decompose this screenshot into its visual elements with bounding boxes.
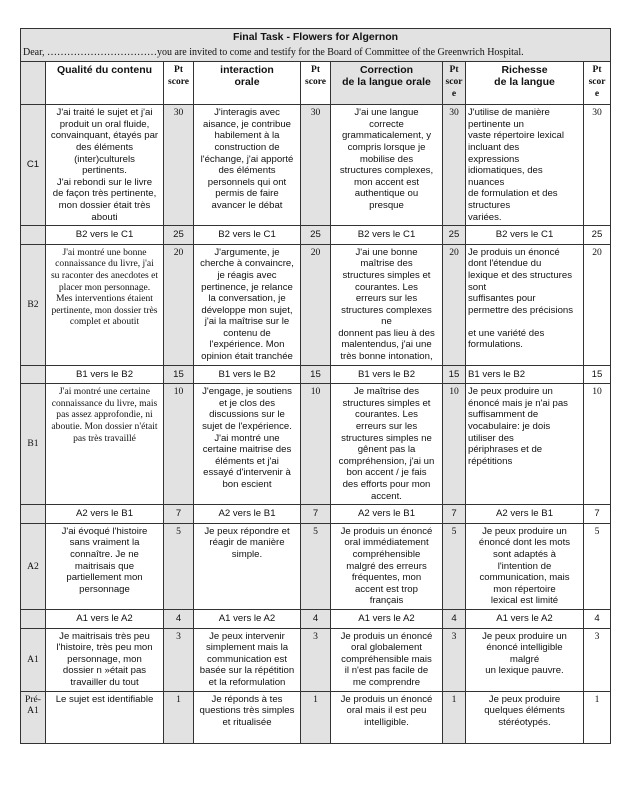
richesse-score: 30 xyxy=(584,105,611,226)
transition-label: B2 vers le C1 xyxy=(466,226,584,245)
transition-score: 25 xyxy=(164,226,194,245)
header-pt-score: Pt scor e xyxy=(584,62,611,105)
document-title: Final Task - Flowers for Algernon xyxy=(21,29,611,46)
richesse-descriptor: Je peux produire un énoncé dont les mots sont adaptés à l'intention de communication, mais mon répertoire lexical est limité xyxy=(466,523,584,609)
header-correction: Correction de la langue orale xyxy=(331,62,443,105)
header-pt-score: Pt score xyxy=(301,62,331,105)
transition-label: A1 vers le A2 xyxy=(194,609,301,628)
transition-row xyxy=(21,365,611,384)
transition-label: A1 vers le A2 xyxy=(466,609,584,628)
transition-label: B1 vers le B2 xyxy=(194,365,301,384)
transition-score: 7 xyxy=(164,505,194,524)
transition-label: B1 vers le B2 xyxy=(466,365,584,384)
transition-label: B1 vers le B2 xyxy=(46,365,164,384)
header-content: Qualité du contenu xyxy=(46,62,164,105)
transition-row xyxy=(21,226,611,245)
richesse-descriptor: Je peux produire un énoncé intelligible malgré un lexique pauvre. xyxy=(466,628,584,691)
transition-label: A2 vers le B1 xyxy=(46,505,164,524)
interaction-score: 1 xyxy=(301,691,331,743)
transition-score: 15 xyxy=(584,365,611,384)
content-descriptor: Le sujet est identifiable xyxy=(46,691,164,743)
intro-text: Dear, ……………………………you are invited to come and testify for the Board of Committee of the Greenwrich Hospital. xyxy=(21,46,611,62)
level-row xyxy=(21,244,611,365)
content-score: 3 xyxy=(164,628,194,691)
transition-label: B1 vers le B2 xyxy=(331,365,443,384)
transition-score: 4 xyxy=(164,609,194,628)
correction-descriptor: Je produis un énoncé oral globalement compréhensible mais il n'est pas facile de me comprendre xyxy=(331,628,443,691)
correction-score: 30 xyxy=(443,105,466,226)
header-pt-score: Pt scor e xyxy=(443,62,466,105)
interaction-descriptor: J'engage, je soutiens et je clos des discussions sur le sujet de l'expérience. J'ai montré une certaine maitrise des éléments et j'ai essayé d'intervenir à bon escient xyxy=(194,384,301,505)
correction-score: 3 xyxy=(443,628,466,691)
interaction-descriptor: J'interagis avec aisance, je contribue habilement à la construction de l'échange, j'ai apporté des éléments personnels qui ont permis de faire avancer le débat xyxy=(194,105,301,226)
header-richesse: Richesse de la langue xyxy=(466,62,584,105)
level-label: B1 xyxy=(21,384,46,505)
transition-label: A1 vers le A2 xyxy=(46,609,164,628)
level-cell xyxy=(21,609,46,628)
level-label: B2 xyxy=(21,244,46,365)
correction-score: 1 xyxy=(443,691,466,743)
transition-score: 15 xyxy=(301,365,331,384)
correction-score: 10 xyxy=(443,384,466,505)
level-cell xyxy=(21,226,46,245)
content-score: 10 xyxy=(164,384,194,505)
transition-score: 15 xyxy=(443,365,466,384)
content-descriptor: J'ai évoqué l'histoire sans vraiment la connaître. Je ne maitrisais que partiellement mon personnage xyxy=(46,523,164,609)
transition-row xyxy=(21,609,611,628)
correction-descriptor: Je maîtrise des structures simples et courantes. Les erreurs sur les structures simples ne gênent pas la compréhension, j'ai un bon accent / je fais des efforts pour mon accent. xyxy=(331,384,443,505)
richesse-descriptor: J'utilise de manière pertinente un vaste répertoire lexical incluant des expressions idiomatiques, des nuances de formulation et des structures variées. xyxy=(466,105,584,226)
transition-label: A2 vers le B1 xyxy=(466,505,584,524)
transition-label: B2 vers le C1 xyxy=(46,226,164,245)
level-cell xyxy=(21,365,46,384)
interaction-descriptor: Je peux répondre et réagir de manière simple. xyxy=(194,523,301,609)
content-descriptor: J'ai montré une bonne connaissance du livre, j'ai su raconter des anecdotes et placer mon personnage. Mes interventions étaient pertinente, mon dossier très complet et aboutit xyxy=(46,244,164,365)
correction-score: 20 xyxy=(443,244,466,365)
level-cell xyxy=(21,505,46,524)
level-row xyxy=(21,691,611,743)
correction-descriptor: Je produis un énoncé oral immédiatement compréhensible malgré des erreurs fréquentes, mon accent est trop français xyxy=(331,523,443,609)
richesse-descriptor: Je peux produire un énoncé mais je n'ai pas suffisamment de vocabulaire: je dois utiliser des périphrases et de répétitions xyxy=(466,384,584,505)
interaction-score: 5 xyxy=(301,523,331,609)
level-label: C1 xyxy=(21,105,46,226)
transition-score: 25 xyxy=(584,226,611,245)
level-header xyxy=(21,62,46,105)
header-row xyxy=(21,62,611,105)
transition-score: 15 xyxy=(164,365,194,384)
transition-row xyxy=(21,505,611,524)
transition-score: 25 xyxy=(443,226,466,245)
richesse-score: 10 xyxy=(584,384,611,505)
level-row xyxy=(21,384,611,505)
transition-score: 4 xyxy=(584,609,611,628)
interaction-descriptor: Je peux intervenir simplement mais la communication est basée sur la répétition et la reformulation xyxy=(194,628,301,691)
transition-label: B2 vers le C1 xyxy=(331,226,443,245)
transition-score: 25 xyxy=(301,226,331,245)
correction-score: 5 xyxy=(443,523,466,609)
transition-label: A2 vers le B1 xyxy=(194,505,301,524)
richesse-score: 1 xyxy=(584,691,611,743)
level-row xyxy=(21,628,611,691)
transition-score: 4 xyxy=(443,609,466,628)
level-label: A2 xyxy=(21,523,46,609)
evaluation-grid xyxy=(20,28,611,744)
transition-score: 4 xyxy=(301,609,331,628)
content-score: 1 xyxy=(164,691,194,743)
richesse-score: 3 xyxy=(584,628,611,691)
interaction-descriptor: Je réponds à tes questions très simples et ritualisée xyxy=(194,691,301,743)
richesse-score: 5 xyxy=(584,523,611,609)
header-pt-score: Pt score xyxy=(164,62,194,105)
content-descriptor: J'ai traité le sujet et j'ai produit un oral fluide, convainquant, étayés par des éléments (inter)culturels pertinents. J'ai rebondi sur le livre de façon très pertinente, mon dossier était très abouti xyxy=(46,105,164,226)
content-score: 20 xyxy=(164,244,194,365)
transition-label: B2 vers le C1 xyxy=(194,226,301,245)
richesse-score: 20 xyxy=(584,244,611,365)
interaction-descriptor: J'argumente, je cherche à convaincre, je réagis avec pertinence, je relance la conversation, je développe mon sujet, j'ai la maîtrise sur le contenu de l'expérience. Mon opinion était tranchée xyxy=(194,244,301,365)
level-label: A1 xyxy=(21,628,46,691)
transition-label: A1 vers le A2 xyxy=(331,609,443,628)
interaction-score: 30 xyxy=(301,105,331,226)
transition-score: 7 xyxy=(584,505,611,524)
correction-descriptor: J'ai une langue correcte grammaticalement, y compris lorsque je mobilise des structures complexes, mon accent est authentique ou presque xyxy=(331,105,443,226)
level-row xyxy=(21,105,611,226)
interaction-score: 3 xyxy=(301,628,331,691)
content-score: 30 xyxy=(164,105,194,226)
transition-score: 7 xyxy=(301,505,331,524)
level-label: Pré- A1 xyxy=(21,691,46,743)
level-row xyxy=(21,523,611,609)
interaction-score: 10 xyxy=(301,384,331,505)
header-interaction: interaction orale xyxy=(194,62,301,105)
richesse-descriptor: Je produis un énoncé dont l'étendue du lexique et des structures sont suffisantes pour permettre des précisions et une variété des formulations. xyxy=(466,244,584,365)
content-descriptor: Je maitrisais très peu l'histoire, très peu mon personnage, mon dossier n »était pas travailler du tout xyxy=(46,628,164,691)
content-score: 5 xyxy=(164,523,194,609)
content-descriptor: J'ai montré une certaine connaissance du livre, mais pas assez approfondie, ni aboutie. Mon dossier n'était pas très travaillé xyxy=(46,384,164,505)
correction-descriptor: Je produis un énoncé oral mais il est peu intelligible. xyxy=(331,691,443,743)
correction-descriptor: J'ai une bonne maîtrise des structures simples et courantes. Les erreurs sur les structures complexes ne donnent pas lieu à des malentendus, j'ai une très bonne intonation, xyxy=(331,244,443,365)
interaction-score: 20 xyxy=(301,244,331,365)
richesse-descriptor: Je peux produire quelques éléments stéréotypés. xyxy=(466,691,584,743)
transition-score: 7 xyxy=(443,505,466,524)
transition-label: A2 vers le B1 xyxy=(331,505,443,524)
